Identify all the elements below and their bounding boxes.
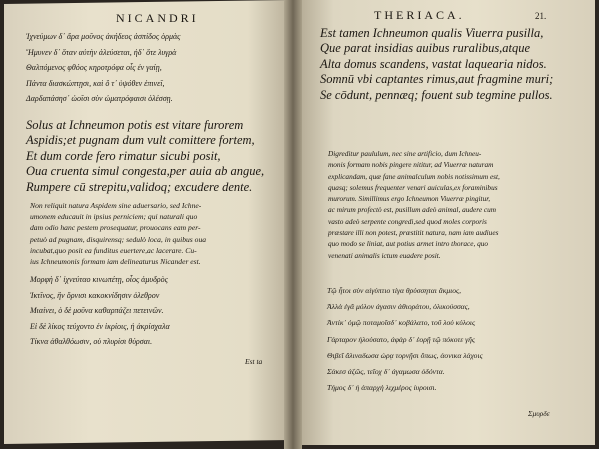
book-gutter <box>284 0 302 449</box>
prose-line: petuò ad pugnam, disquirensq; sedulò loca, in quibus oua <box>30 234 207 244</box>
right-latin-verse <box>320 26 553 103</box>
prose-line: incubat,quo posit ea funditus euertere,ac lacerare. Cu- <box>30 245 197 255</box>
greek-line: Μορφὴ δ᾽ ἰχνεύταο κινωπέτῃ, οἷος ἀμυδρὸς <box>30 275 168 284</box>
verse-line: Alta domus scandens, vastat laquearia nidos. <box>320 56 547 71</box>
right-running-header: THERIACA. <box>374 8 465 22</box>
greek-line: Πάντα διασκώπτῃσι, καὶ ὅ τ᾽ ὑψόθεν ἐπινεῖ, <box>26 78 165 88</box>
right-latin-commentary <box>328 148 500 261</box>
left-greek-bottom <box>30 272 170 350</box>
left-latin-commentary <box>30 200 206 267</box>
greek-line: Ἰκτῖνος, ἣν ὄρνισι κακοκνίδησιν ὀλεθρον <box>30 290 160 300</box>
greek-line: Ἀντίκ᾽ ὀμῷ ποταμοῖσδ᾽ κοβάλατο, τοῦ λού κύλοις <box>327 318 476 328</box>
right-catchword: Σμυρδε <box>528 409 550 418</box>
greek-line: Δαρδαπάσησ᾽ ὠοῖσι σὺν ὠματρόφαισι ὀλέσσῃ. <box>26 94 173 103</box>
greek-line: Ἤμυνεν δ᾽ ὅταν αὐτὴν ἀλεύσεται, ἠδ᾽ ὅτε λυγρὰ <box>26 47 177 57</box>
left-greek-top <box>26 29 180 107</box>
prose-line: præstare illi non potest, præstitit natura, nam iam audiues <box>328 228 499 238</box>
verse-line: Solus at Ichneumon potis est vitare furorem <box>26 118 244 132</box>
greek-line: Ἰχνεύμων δ᾽ ἄρα μοῦνος ἀκήδεος ἀσπίδος ὁρμὰς <box>26 32 181 41</box>
greek-line: Σάκεσ ἀζῶς, τεῖοχ δ᾽ ἀγαμωσα ὀδόντα. <box>327 367 445 377</box>
verse-line: Et dum corde fero rimatur sicubi posit, <box>26 148 221 163</box>
greek-line: Θιβεῖ ἄλιναδωσα ὠρᾳ τορνῇσι ὅπως, ἀονικα λάχοις <box>327 350 483 360</box>
verse-line: Oua cruenta simul congesta,per auia ab angue, <box>26 164 265 179</box>
prose-line: Digreditur paululum, nec sine artificio, dum Ichneu- <box>328 149 482 158</box>
prose-line: quo modo se liniat, aut potius armet intro thorace, quo <box>328 239 489 249</box>
greek-line: Τῷ ἦτοι σὺν αἰγύπτιο τίγα θρύσσηται ἄκμιος, <box>327 286 462 295</box>
page-number: 21. <box>535 11 547 21</box>
prose-line: murorum. Simillimus ergo Ichneumon Viuerræ pingitur, <box>328 194 491 204</box>
left-running-header: NICANDRI <box>116 11 199 25</box>
greek-line: Τήμος δ᾽ ἠ ἀπαρχὴ λιχμέρος ἰυροισι. <box>327 383 437 393</box>
prose-line: umonem educauit in ipsius perniciem; qui naturali quo <box>30 212 198 222</box>
prose-line: explicandam, quæ fane animalculum nobis notissimum est, <box>328 171 500 181</box>
verse-line: Rumpere cū strepitu,validoq; excudere dente. <box>26 179 253 194</box>
greek-line: Μιαίνει, ὁ δὲ μοῦνα καθαρπάζει πετεινῶν. <box>30 306 164 315</box>
left-latin-verse <box>26 118 264 195</box>
greek-line: Τίκνα ἀθαλθόωσιν, οὐ πλυρίσι θύρσαι. <box>30 337 153 346</box>
prose-line: Non reliquit natura Aspidem sine aduersario, sed Ichne- <box>30 201 202 210</box>
right-greek <box>327 283 483 396</box>
prose-line: ius Ichneumonis formam iam delineaturus Nicander est. <box>30 257 201 267</box>
greek-line: Θαλπόμενος φθόος κηροτρόφα οἷς ἐν γαίῃ, <box>26 63 162 72</box>
left-catchword: Est ta <box>245 357 263 366</box>
prose-line: monis formam nobis pingere nititur, ad Viuerræ naturam <box>328 160 494 170</box>
prose-line: ac mirum profectò est, pusillum adeò animal, audere cum <box>328 205 497 215</box>
greek-line: Γάρταρον ἠλούσατο, ἀφὰρ δ᾽ ἑορῇ τῷ πόκοτε γῆς <box>327 334 475 344</box>
prose-line: dam odio hanc pestem prosequatur, prouocans eam per- <box>30 223 201 233</box>
verse-line: Que parat insidias auibus ruralibus,atque <box>320 41 531 56</box>
prose-line: venenati animalis ictum euadere posit. <box>328 250 441 260</box>
verse-line: Est tamen Ichneumon qualis Viuerra pusilla, <box>320 26 544 40</box>
greek-line: Εἰ δὲ λίκος τεύχοντο ἐν ἰκρίοις, ἠ ἀκρίσχαλα <box>30 321 170 331</box>
greek-line: Ἀλλὰ ἐγᾶ μόλον ἀγασιν ἀθιοράτου, ὀλικούσσας, <box>327 302 470 312</box>
prose-line: vasto adeò serpente congredi,sed quod moles corporis <box>328 216 487 226</box>
prose-line: quasq; solemus frequenter venari auiculas,ex foraminibus <box>328 182 498 192</box>
verse-line: Se cōdunt, pennæq; fouent sub tegmine pullos. <box>320 87 553 102</box>
verse-line: Somnū vbi captantes rimus,aut fragmine muri; <box>320 72 554 87</box>
verse-line: Aspidis;et pugnam dum vult comittere fortem, <box>26 133 255 148</box>
